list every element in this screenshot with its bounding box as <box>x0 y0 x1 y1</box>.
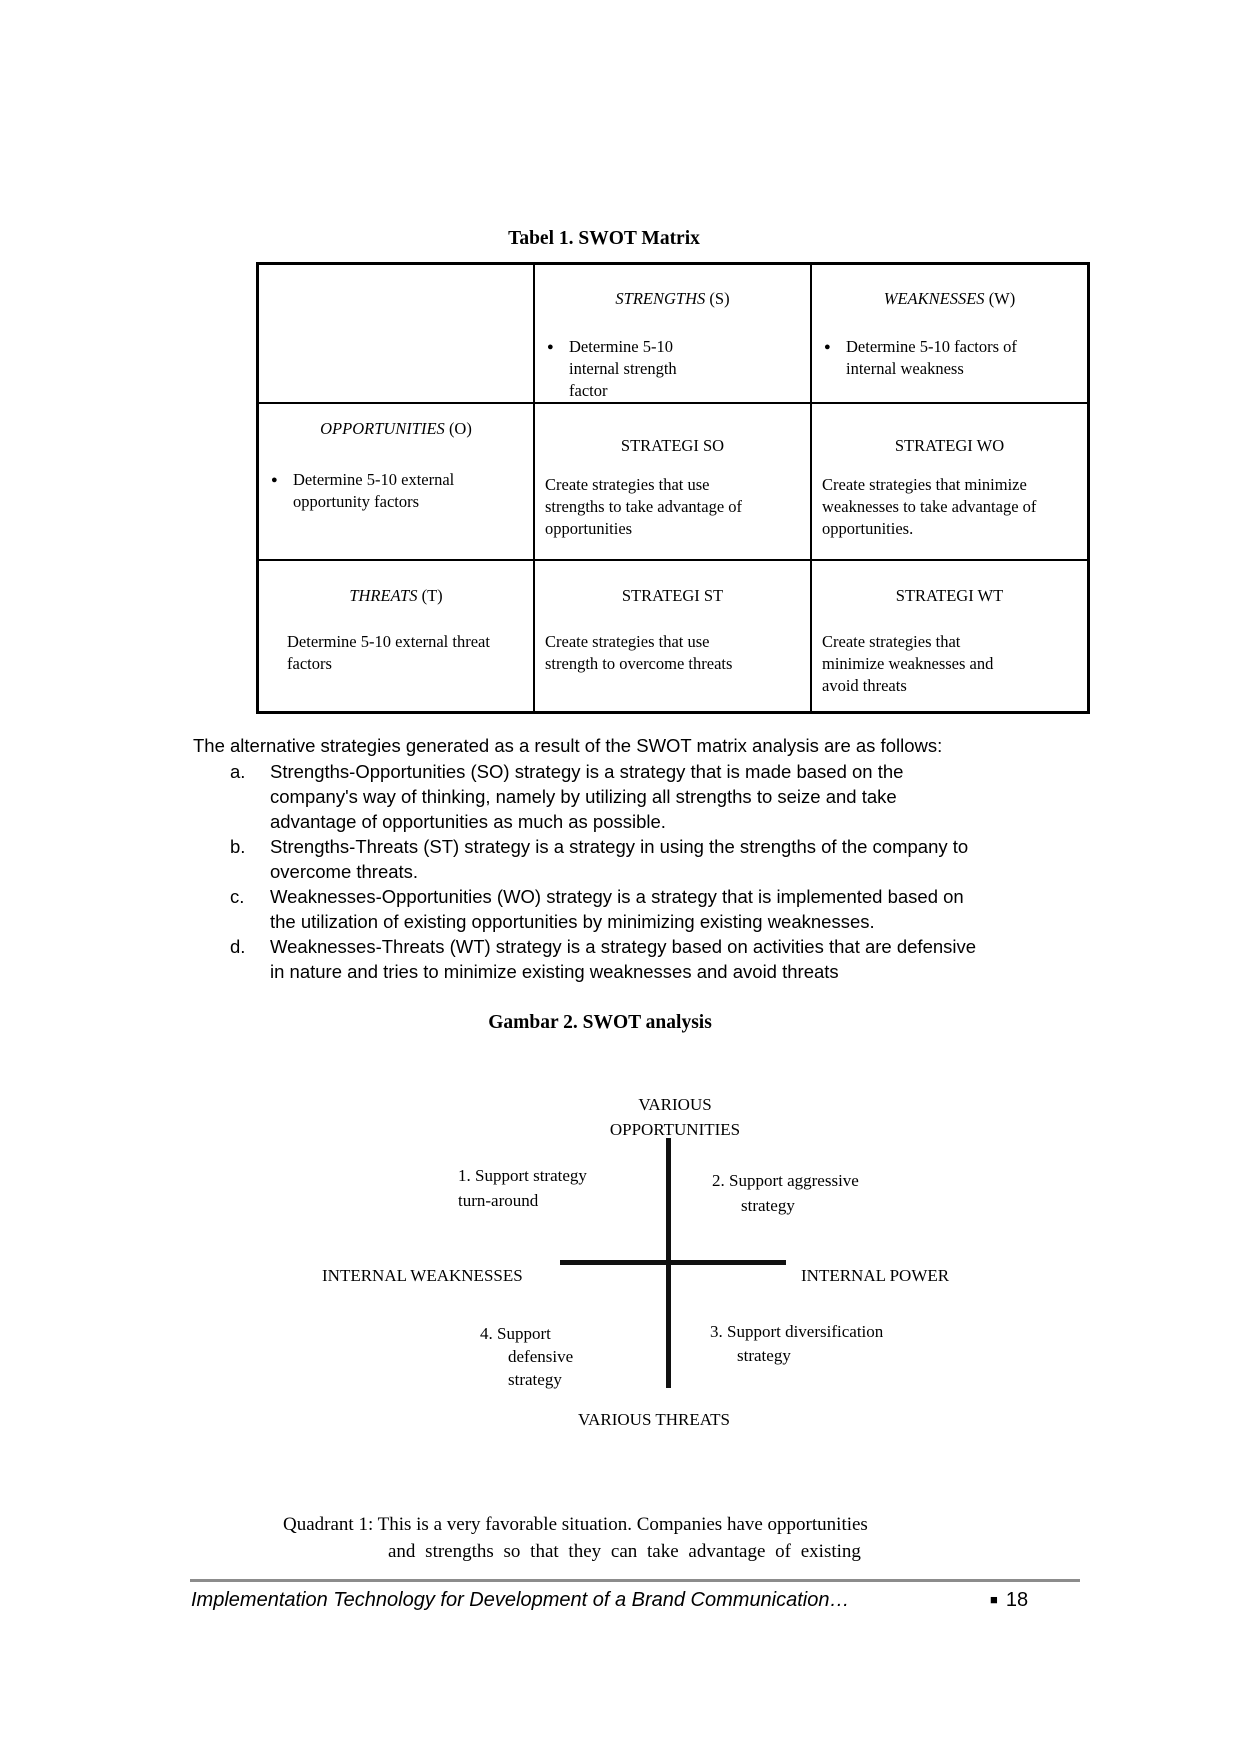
cell-title-plain: STRATEGI ST <box>621 586 724 605</box>
swot-cell-strategi-so <box>534 403 811 560</box>
cell-title <box>535 435 810 457</box>
swot-cell-threats <box>258 560 535 713</box>
list-item <box>193 934 1073 984</box>
list-item-text: Weaknesses-Threats (WT) strategy is a strategy based on activities that are defensive in nature and tries to minimize existing weaknesses and avoid threats <box>270 936 977 982</box>
cell-title-italic: STRENGTHS <box>615 289 706 308</box>
list-item-text: Strengths-Threats (ST) strategy is a strategy in using the strengths of the company to overcome threats. <box>270 836 969 882</box>
swot-cell-empty <box>258 264 535 404</box>
cell-body: Determine 5-10 external threat factors <box>287 632 490 673</box>
swot-cell-weaknesses <box>811 264 1089 404</box>
table-row <box>258 560 1089 713</box>
quadrant-note: Quadrant 1: This is a very favorable situation. Companies have opportunities and strengths so that they can take advantage of existing <box>283 1514 868 1562</box>
cell-title-italic: WEAKNESSES <box>883 289 985 308</box>
bullet-icon: ● <box>271 474 278 486</box>
cell-body: Create strategies that minimize weaknesses and avoid threats <box>822 632 994 695</box>
list-item <box>193 834 1073 884</box>
diagram-quadrant3-label: 3. Support diversification strategy <box>710 1322 884 1365</box>
bullet-icon: ● <box>824 341 831 353</box>
diagram-quadrant4-label: 4. Support defensive strategy <box>480 1324 574 1389</box>
swot-cell-strategi-st <box>534 560 811 713</box>
bullet-item-text: Determine 5-10 internal strength factor <box>569 337 677 400</box>
list-item <box>193 884 1073 934</box>
swot-cell-opportunities <box>258 403 535 560</box>
cell-title-italic: OPPORTUNITIES <box>320 419 445 438</box>
bullet-icon: ● <box>547 341 554 353</box>
square-bullet-icon: ■ <box>990 1592 998 1607</box>
cell-title <box>259 585 533 607</box>
cell-title <box>812 288 1087 310</box>
diagram-label-internal-power: INTERNAL POWER <box>801 1266 950 1285</box>
cell-title-plain: (T) <box>417 586 443 605</box>
bullet-item-text: Determine 5-10 external opportunity factors <box>293 470 455 511</box>
strategy-list <box>193 759 1073 984</box>
list-item-text: Weaknesses-Opportunities (WO) strategy is a strategy that is implemented based on the utilization of existing opportunities by minimizing existing weaknesses. <box>270 886 964 932</box>
bullet-item <box>259 469 533 513</box>
list-marker: d. <box>230 936 246 957</box>
cell-title-plain: STRATEGI WT <box>895 586 1004 605</box>
swot-matrix-table <box>256 262 1090 714</box>
swot-cell-strengths <box>534 264 811 404</box>
table-caption: Tabel 1. SWOT Matrix <box>508 228 700 249</box>
diagram-quadrant2-label: 2. Support aggressive strategy <box>712 1171 859 1215</box>
table-row <box>258 403 1089 560</box>
cell-title-plain: STRATEGI SO <box>620 436 725 455</box>
cell-title-plain: (S) <box>705 289 730 308</box>
list-marker: c. <box>230 886 245 907</box>
cell-title-italic: THREATS <box>349 586 418 605</box>
diagram-label-various-threats: VARIOUS THREATS <box>578 1410 730 1429</box>
table-row <box>258 264 1089 404</box>
cell-title-plain: (W) <box>984 289 1016 308</box>
bullet-item <box>535 336 810 402</box>
footer-running-title: Implementation Technology for Development of a Brand Communication… <box>191 1589 850 1611</box>
swot-cell-strategi-wo <box>811 403 1089 560</box>
cell-title <box>535 585 810 607</box>
diagram-label-various-opportunities: VARIOUS OPPORTUNITIES <box>609 1095 741 1139</box>
cell-title <box>259 418 533 440</box>
bullet-item-text: Determine 5-10 factors of internal weakness <box>846 337 1017 378</box>
cell-body: Create strategies that use strength to overcome threats <box>545 632 733 673</box>
swot-cell-strategi-wt <box>811 560 1089 713</box>
bullet-item <box>812 336 1087 380</box>
cell-title <box>535 288 810 310</box>
cell-body: Create strategies that use strengths to take advantage of opportunities <box>545 475 743 538</box>
footer-page-number <box>990 1589 1028 1612</box>
cell-title-plain: (O) <box>444 419 472 438</box>
diagram-quadrant1-label: 1. Support strategy turn-around <box>458 1166 587 1210</box>
list-marker: b. <box>230 836 246 857</box>
figure-caption: Gambar 2. SWOT analysis <box>488 1012 712 1033</box>
cell-title <box>812 585 1087 607</box>
list-item <box>193 759 1073 834</box>
list-marker: a. <box>230 761 246 782</box>
diagram-label-internal-weaknesses: INTERNAL WEAKNESSES <box>322 1266 523 1285</box>
cell-title <box>812 435 1087 457</box>
horizontal-axis-line <box>560 1260 786 1265</box>
page-number-value: 18 <box>1005 1589 1029 1611</box>
cell-title-plain: STRATEGI WO <box>894 436 1005 455</box>
body-text <box>193 733 1073 984</box>
list-item-text: Strengths-Opportunities (SO) strategy is a strategy that is made based on the company's way of thinking, namely by utilizing all strengths to seize and take advantage of opportunities as much as possible. <box>270 761 904 832</box>
footer-divider <box>190 1579 1080 1582</box>
intro-paragraph: The alternative strategies generated as a result of the SWOT matrix analysis are as follows: <box>193 735 943 756</box>
cell-body: Create strategies that minimize weaknesses to take advantage of opportunities. <box>822 475 1037 538</box>
